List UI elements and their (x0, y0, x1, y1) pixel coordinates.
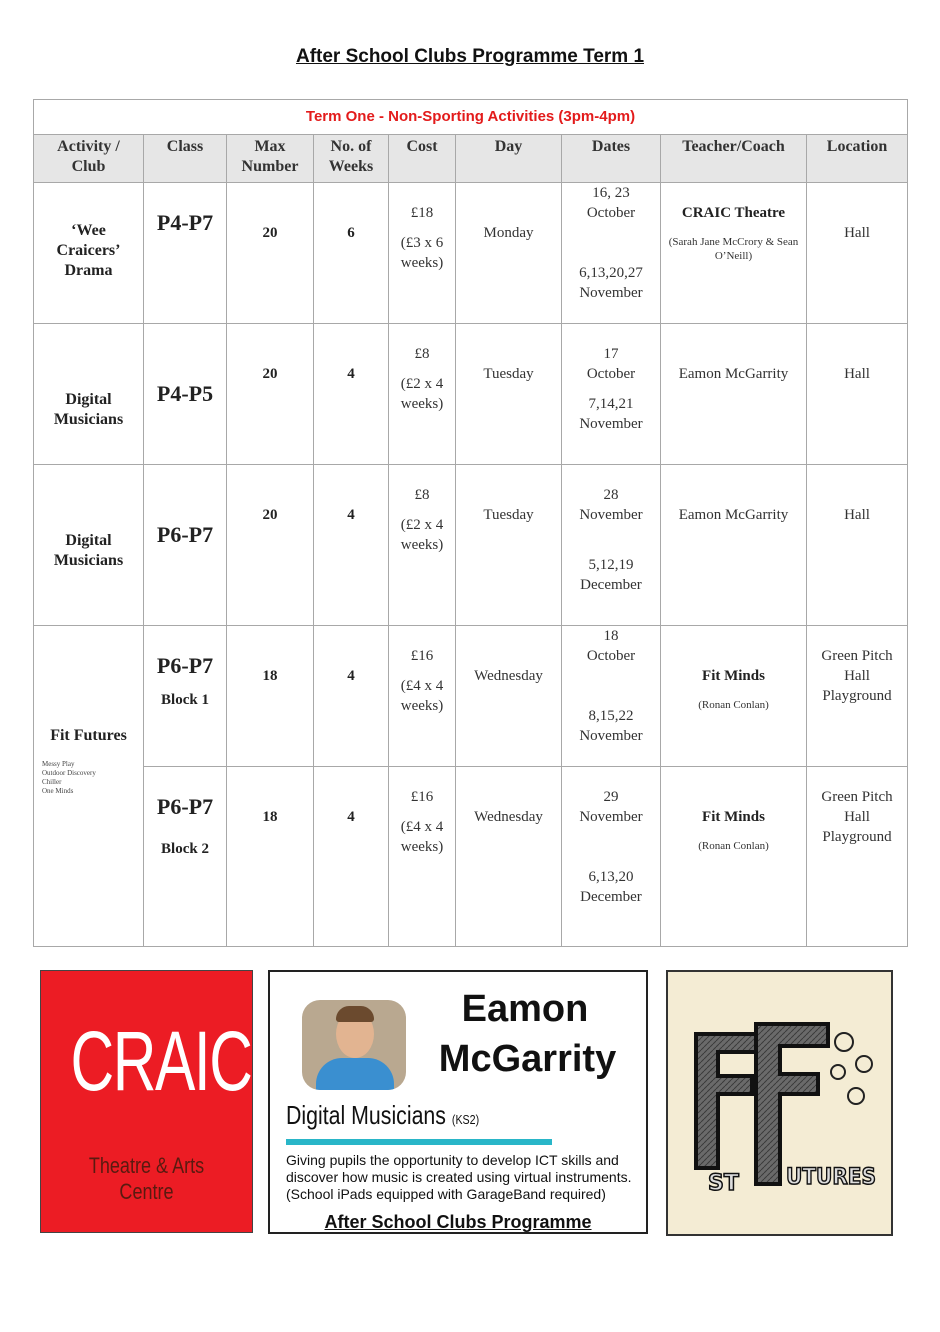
max-cell: 18 (227, 626, 314, 767)
activity-cell: Fit Futures Messy Play Outdoor Discovery Chiller One Minds (34, 626, 144, 947)
weeks-cell: 6 (314, 183, 389, 324)
max-cell: 20 (227, 465, 314, 626)
location-cell: Hall (807, 183, 908, 324)
craic-logo-word: CRAIC (70, 1014, 252, 1108)
dates-cell: 28 November 5,12,19 December (562, 465, 661, 626)
header-cell: Class (144, 135, 227, 183)
max-cell: 18 (227, 767, 314, 947)
ad-name-last: McGarrity (438, 1038, 617, 1080)
table-row (34, 183, 908, 324)
table-row (34, 465, 908, 626)
cost-cell: £16 (£4 x 4 weeks) (389, 626, 456, 767)
day-cell: Wednesday (456, 626, 562, 767)
dates-cell: 16, 23 October 6,13,20,27 November (562, 183, 661, 324)
ad-name-first: Eamon (461, 988, 589, 1030)
header-cell: No. of Weeks (314, 135, 389, 183)
dates-cell: 17 October 7,14,21 November (562, 324, 661, 465)
weeks-cell: 4 (314, 626, 389, 767)
weeks-cell: 4 (314, 767, 389, 947)
day-cell: Monday (456, 183, 562, 324)
teacher-cell: Fit Minds (Ronan Conlan) (661, 767, 807, 947)
teacher-cell: Eamon McGarrity (661, 324, 807, 465)
header-cell: Dates (562, 135, 661, 183)
fit-logo-st: ST (708, 1171, 739, 1196)
profile-photo (302, 1000, 406, 1090)
ad-subtitle: Digital Musicians (KS2) (286, 1100, 480, 1130)
class-cell: P6-P7 Block 1 (144, 626, 227, 767)
weeks-cell: 4 (314, 324, 389, 465)
header-cell: Location (807, 135, 908, 183)
header-cell: Max Number (227, 135, 314, 183)
craic-logo-subtitle: Theatre & Arts Centre (88, 1153, 205, 1204)
weeks-cell: 4 (314, 465, 389, 626)
eamon-mcgarrity-ad (268, 970, 648, 1234)
ad-level: (KS2) (451, 1112, 480, 1127)
ad-footer: After School Clubs Programme (324, 1212, 592, 1232)
class-cell: P6-P7 Block 2 (144, 767, 227, 947)
header-cell: Day (456, 135, 562, 183)
location-cell: Hall (807, 324, 908, 465)
max-cell: 20 (227, 324, 314, 465)
ad-description: Giving pupils the opportunity to develop ICT skills and discover how music is created using virtual instruments. (School iPads equipped with GarageBand required) (286, 1152, 632, 1202)
dates-cell: 29 November 6,13,20 December (562, 767, 661, 947)
fit-logo-utures: UTURES (786, 1165, 876, 1190)
header-cell: Teacher/Coach (661, 135, 807, 183)
class-cell: P4-P7 (144, 183, 227, 324)
teacher-cell: Eamon McGarrity (661, 465, 807, 626)
page-title: After School Clubs Programme Term 1 (295, 46, 645, 67)
max-cell: 20 (227, 183, 314, 324)
header-row (34, 135, 908, 183)
table-row (34, 626, 908, 767)
cost-cell: £8 (£2 x 4 weeks) (389, 324, 456, 465)
activity-cell: Digital Musicians (34, 465, 144, 626)
dates-cell: 18 October 8,15,22 November (562, 626, 661, 767)
day-cell: Tuesday (456, 465, 562, 626)
ad-accent-line (286, 1139, 552, 1145)
table-row (34, 767, 908, 947)
table-banner: Term One - Non-Sporting Activities (3pm-4pm) (34, 100, 908, 135)
teacher-cell: CRAIC Theatre (Sarah Jane McCrory & Sean O’Neill) (661, 183, 807, 324)
craic-logo (40, 970, 253, 1233)
activity-cell: ‘Wee Craicers’ Drama (34, 183, 144, 324)
location-cell: Green Pitch Hall Playground (807, 767, 908, 947)
activity-cell: Digital Musicians (34, 324, 144, 465)
cost-cell: £8 (£2 x 4 weeks) (389, 465, 456, 626)
cost-cell: £16 (£4 x 4 weeks) (389, 767, 456, 947)
class-cell: P6-P7 (144, 465, 227, 626)
location-cell: Hall (807, 465, 908, 626)
table-row (34, 324, 908, 465)
day-cell: Wednesday (456, 767, 562, 947)
cost-cell: £18 (£3 x 6 weeks) (389, 183, 456, 324)
header-cell: Cost (389, 135, 456, 183)
teacher-cell: Fit Minds (Ronan Conlan) (661, 626, 807, 767)
class-cell: P4-P5 (144, 324, 227, 465)
location-cell: Green Pitch Hall Playground (807, 626, 908, 767)
fit-futures-logo-graphic (668, 972, 891, 1234)
schedule-table (33, 99, 908, 947)
day-cell: Tuesday (456, 324, 562, 465)
fit-futures-logo (666, 970, 893, 1236)
header-cell: Activity / Club (34, 135, 144, 183)
